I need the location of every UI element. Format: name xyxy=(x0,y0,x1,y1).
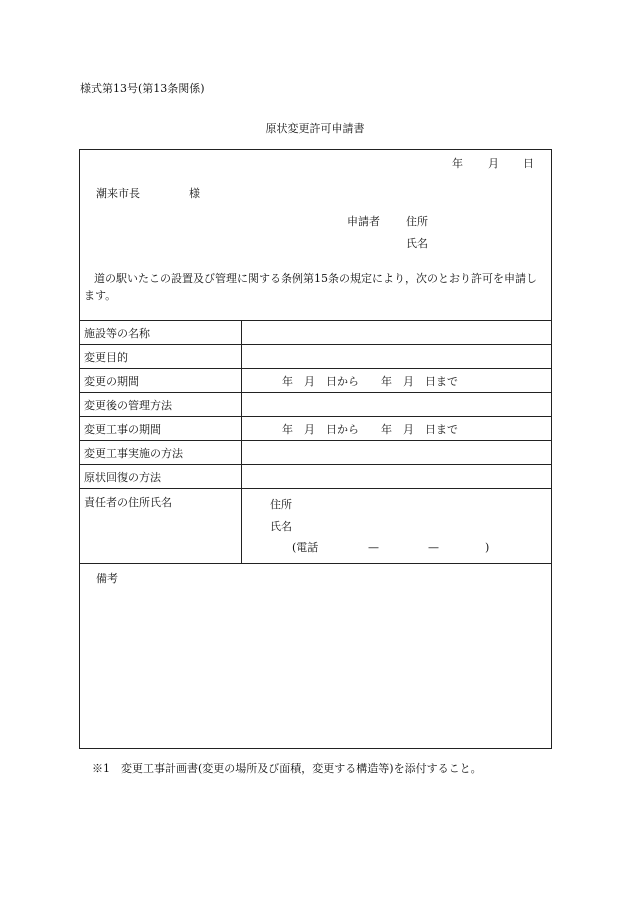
row-divider xyxy=(79,563,552,564)
phone-dash: — xyxy=(428,541,439,554)
phone-dash: — xyxy=(368,541,379,554)
row-label-work-period: 変更工事の期間 xyxy=(84,423,161,436)
footnote: ※1 変更工事計画書(変更の場所及び面積，変更する構造等)を添付すること。 xyxy=(92,762,482,775)
row-divider xyxy=(79,416,552,417)
row-label-work-method: 変更工事実施の方法 xyxy=(84,447,183,460)
row-divider xyxy=(79,320,552,321)
change-period-value: 年 月 日から 年 月 日まで xyxy=(282,375,458,388)
responsible-address-label: 住所 xyxy=(270,498,292,511)
applicant-role: 申請者 xyxy=(347,215,380,228)
row-label-management-method: 変更後の管理方法 xyxy=(84,399,172,412)
row-label-change-purpose: 変更目的 xyxy=(84,351,128,364)
addressee-name: 潮来市長 xyxy=(96,187,140,200)
remarks-label: 備考 xyxy=(96,572,118,585)
row-divider xyxy=(79,488,552,489)
row-divider xyxy=(79,368,552,369)
row-label-facility-name: 施設等の名称 xyxy=(84,327,150,340)
row-label-change-period: 変更の期間 xyxy=(84,375,139,388)
form-number: 様式第13号(第13条関係) xyxy=(80,82,205,95)
document-title: 原状変更許可申請書 xyxy=(265,122,365,135)
row-label-restoration-method: 原状回復の方法 xyxy=(84,471,161,484)
date-month: 月 xyxy=(488,157,499,170)
date-year: 年 xyxy=(452,157,463,170)
applicant-address-label: 住所 xyxy=(406,215,428,228)
row-label-responsible-person: 責任者の住所氏名 xyxy=(84,496,172,509)
row-divider xyxy=(79,392,552,393)
column-divider xyxy=(241,320,242,563)
date-day: 日 xyxy=(523,157,534,170)
applicant-name-label: 氏名 xyxy=(406,237,428,250)
responsible-phone-close: ) xyxy=(485,541,490,554)
responsible-phone-open: (電話 xyxy=(292,541,319,554)
responsible-name-label: 氏名 xyxy=(270,520,292,533)
work-period-value: 年 月 日から 年 月 日まで xyxy=(282,423,458,436)
row-divider xyxy=(79,464,552,465)
application-statement: 道の駅いたこの設置及び管理に関する条例第15条の規定により，次のとおり許可を申請します。 xyxy=(84,272,537,302)
row-divider xyxy=(79,344,552,345)
row-divider xyxy=(79,440,552,441)
addressee-honorific: 様 xyxy=(189,187,200,200)
